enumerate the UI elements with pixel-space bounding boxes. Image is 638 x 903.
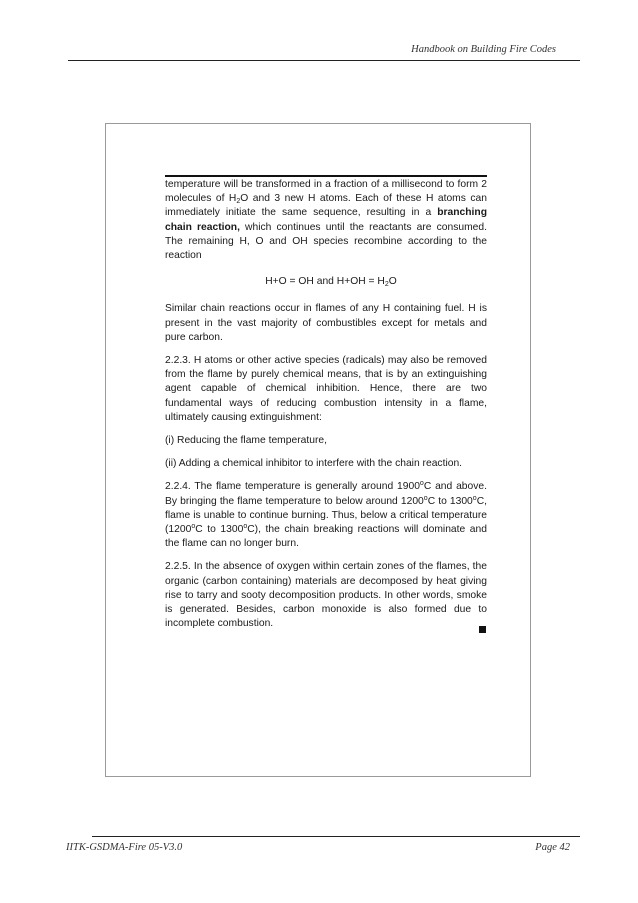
paragraph-2-2-4 bbox=[165, 480, 487, 551]
list-item-chemical-inhibitor: (ii) Adding a chemical inhibitor to interfere with the chain reaction. bbox=[165, 458, 463, 470]
p4-text-b: C and above. By bringing the flame temperature to below around 1200 bbox=[165, 481, 487, 507]
body-text bbox=[165, 175, 487, 640]
paragraph-2-2-3: 2.2.3. H atoms or other active species (radicals) may also be removed from the flame by purely chemical means, that is by an extinguishing agent capable of chemical inhibition. Hence, there are two fundamental ways of reducing combustion intensity in a flame, ultimately causing extinguishment: bbox=[165, 355, 487, 423]
reaction-formula bbox=[165, 275, 487, 289]
subscript: 2 bbox=[236, 198, 241, 206]
paragraph-2-2-5: 2.2.5. In the absence of oxygen within certain zones of the flames, the organic (carbon containing) materials are decomposed by heat giving rise to tarry and sooty decomposition products. In other words, smoke is generated. Besides, carbon monoxide is also formed due to incomplete combustion. bbox=[165, 561, 487, 630]
bold-term: branching chain reaction, bbox=[165, 207, 487, 233]
degree-superscript: o bbox=[423, 494, 428, 502]
degree-superscript: o bbox=[243, 523, 248, 531]
paragraph-chain-reaction bbox=[165, 178, 487, 263]
end-of-section-square-icon bbox=[479, 626, 486, 633]
paragraph-h-fuels: Similar chain reactions occur in flames of any H containing fuel. H is present in the vast majority of combustibles except for metals and pure carbon. bbox=[165, 303, 487, 343]
degree-superscript: o bbox=[472, 494, 477, 502]
degree-superscript: o bbox=[191, 523, 196, 531]
formula-text-a: H+O = OH and H+OH = H bbox=[265, 276, 385, 288]
p1-text-c: which continues until the reactants are consumed. The remaining H, O and OH species recombine according to the reaction bbox=[165, 221, 487, 262]
formula-text-b: O bbox=[388, 276, 397, 288]
p4-text-e: C to 1300 bbox=[195, 524, 244, 536]
degree-superscript: o bbox=[419, 480, 424, 488]
running-header-title: Handbook on Building Fire Codes bbox=[411, 44, 556, 55]
p1-text-b: O and 3 new H atoms. Each of these H atoms can immediately initiate the same sequence, resulting in a bbox=[165, 193, 487, 219]
p4-text-c: C to 1300 bbox=[427, 495, 473, 507]
p4-text-f: C), the chain breaking reactions will dominate and the flame can no longer burn. bbox=[165, 524, 487, 550]
document-id: IITK-GSDMA-Fire 05-V3.0 bbox=[66, 842, 183, 853]
page-number: Page 42 bbox=[535, 842, 570, 853]
p4-text-d: C, flame is unable to continue burning. Thus, below a critical temperature (1200 bbox=[165, 495, 487, 536]
list-item-reduce-temperature: (i) Reducing the flame temperature, bbox=[165, 435, 327, 447]
content-top-rule bbox=[165, 175, 487, 177]
header-rule bbox=[68, 60, 580, 61]
p4-text-a: 2.2.4. The flame temperature is generally around 1900 bbox=[165, 481, 420, 493]
footer-rule bbox=[92, 836, 580, 837]
subscript: 2 bbox=[384, 281, 389, 289]
p1-text-a: temperature will be transformed in a fraction of a millisecond to form 2 molecules of H bbox=[165, 179, 487, 205]
